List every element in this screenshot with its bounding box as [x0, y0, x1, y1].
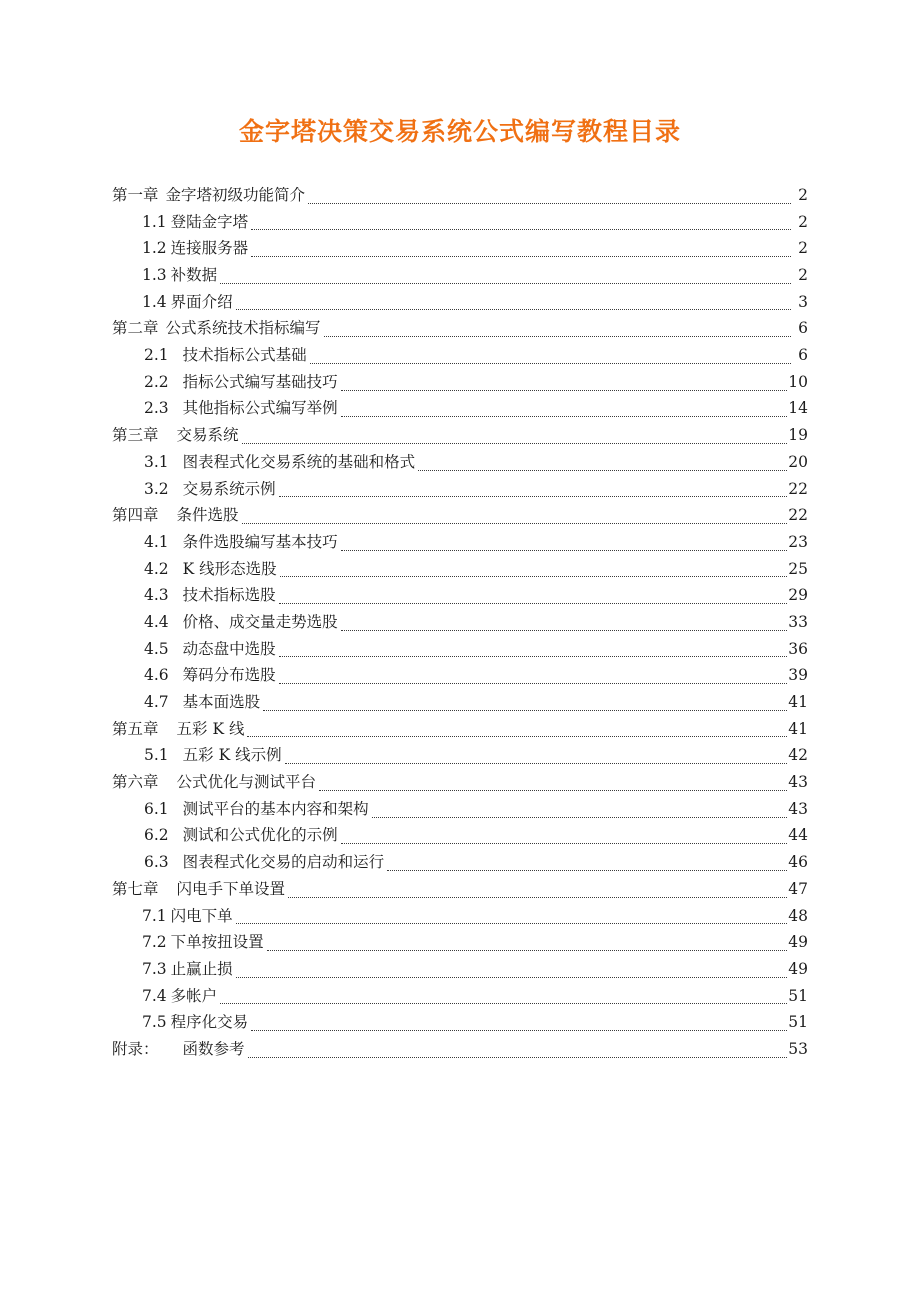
toc-entry-label: 五彩 K 线示例	[182, 746, 282, 765]
toc-entry-page-number: 23	[788, 532, 808, 551]
toc-entry[interactable]	[112, 369, 808, 396]
toc-entry[interactable]	[112, 422, 808, 449]
toc-entry-page-number: 25	[788, 559, 808, 578]
toc-entry-label: 下单按扭设置	[170, 933, 264, 952]
toc-dot-leader	[285, 742, 788, 769]
toc-entry-number: 6.1	[144, 799, 169, 818]
toc-entry[interactable]	[112, 636, 808, 663]
toc-entry-page-number: 47	[788, 879, 808, 898]
toc-entry-label: 技术指标公式基础	[182, 346, 307, 365]
toc-entry-number: 7.3	[142, 959, 167, 978]
toc-entry-number: 4.5	[144, 639, 169, 658]
toc-entry-number: 第六章	[112, 773, 159, 792]
toc-entry[interactable]	[112, 1009, 808, 1036]
toc-entry[interactable]	[112, 262, 808, 289]
toc-dot-leader	[324, 315, 791, 342]
toc-entry-page-number: 29	[788, 586, 808, 605]
toc-entry-label: 程序化交易	[170, 1013, 249, 1032]
toc-entry-page-number: 6	[798, 346, 808, 365]
toc-entry[interactable]	[112, 929, 808, 956]
toc-dot-leader	[308, 182, 791, 209]
toc-entry[interactable]	[112, 903, 808, 930]
table-of-contents	[0, 182, 920, 1063]
toc-entry-label: 交易系统	[176, 426, 239, 445]
toc-entry-label: 技术指标选股	[182, 586, 276, 605]
toc-entry[interactable]	[112, 529, 808, 556]
toc-entry-label: K 线形态选股	[182, 559, 277, 578]
toc-entry-label: 公式系统技术指标编写	[165, 319, 321, 338]
toc-dot-leader	[387, 849, 787, 876]
toc-entry-number: 4.3	[144, 586, 169, 605]
toc-entry-page-number: 46	[788, 853, 808, 872]
toc-dot-leader	[279, 582, 788, 609]
toc-dot-leader	[251, 235, 791, 262]
toc-dot-leader	[242, 422, 788, 449]
toc-entry-number: 3.1	[144, 452, 169, 471]
toc-entry-number: 附录：	[112, 1039, 159, 1058]
toc-entry-page-number: 44	[788, 826, 808, 845]
toc-entry-label: 函数参考	[182, 1039, 245, 1058]
toc-entry-label: 其他指标公式编写举例	[182, 399, 338, 418]
toc-entry[interactable]	[112, 956, 808, 983]
toc-entry-page-number: 36	[788, 639, 808, 658]
toc-entry-page-number: 33	[788, 612, 808, 631]
toc-entry-number: 第七章	[112, 879, 159, 898]
toc-entry-number: 1.3	[142, 266, 167, 285]
toc-entry-page-number: 22	[788, 506, 808, 525]
toc-entry-label: 公式优化与测试平台	[176, 773, 317, 792]
toc-entry[interactable]	[112, 876, 808, 903]
toc-entry-number: 第五章	[112, 719, 159, 738]
toc-entry-label: 补数据	[170, 266, 218, 285]
toc-entry-number: 2.1	[144, 346, 169, 365]
toc-entry-number: 6.3	[144, 853, 169, 872]
toc-entry-number: 7.4	[142, 986, 167, 1005]
toc-entry-label: 价格、成交量走势选股	[182, 612, 338, 631]
toc-entry-number: 4.4	[144, 612, 169, 631]
toc-dot-leader	[341, 396, 788, 423]
toc-entry-number: 4.7	[144, 693, 169, 712]
toc-entry[interactable]	[112, 182, 808, 209]
toc-entry[interactable]	[112, 823, 808, 850]
toc-entry-number: 5.1	[144, 746, 169, 765]
toc-dot-leader	[263, 689, 787, 716]
toc-entry-number: 4.1	[144, 532, 169, 551]
toc-entry[interactable]	[112, 556, 808, 583]
toc-entry-page-number: 41	[788, 693, 808, 712]
page-title: 金字塔决策交易系统公式编写教程目录	[238, 117, 681, 146]
toc-entry-number: 3.2	[144, 479, 169, 498]
toc-entry-page-number: 51	[788, 986, 808, 1005]
toc-entry[interactable]	[112, 1036, 808, 1063]
toc-entry[interactable]	[112, 289, 808, 316]
toc-entry-page-number: 2	[798, 266, 808, 285]
toc-dot-leader	[220, 983, 787, 1010]
toc-entry-label: 图表程式化交易的启动和运行	[182, 853, 385, 872]
toc-entry-number: 第二章	[112, 319, 159, 338]
toc-entry[interactable]	[112, 502, 808, 529]
toc-entry-page-number: 51	[788, 1013, 808, 1032]
toc-entry-page-number: 2	[798, 239, 808, 258]
toc-entry[interactable]	[112, 582, 808, 609]
toc-entry-page-number: 43	[788, 799, 808, 818]
toc-entry-number: 1.2	[142, 239, 167, 258]
toc-entry-page-number: 53	[788, 1039, 808, 1058]
toc-entry-page-number: 43	[788, 773, 808, 792]
toc-entry-label: 闪电手下单设置	[176, 879, 286, 898]
toc-entry-label: 图表程式化交易系统的基础和格式	[182, 452, 416, 471]
toc-entry[interactable]	[112, 342, 808, 369]
toc-entry[interactable]	[112, 662, 808, 689]
toc-entry-page-number: 19	[788, 426, 808, 445]
toc-entry-page-number: 42	[788, 746, 808, 765]
toc-entry-page-number: 3	[798, 292, 808, 311]
toc-dot-leader	[319, 769, 787, 796]
toc-entry-number: 7.5	[142, 1013, 167, 1032]
toc-entry-number: 7.2	[142, 933, 167, 952]
toc-entry[interactable]	[112, 449, 808, 476]
toc-entry-label: 多帐户	[170, 986, 218, 1005]
toc-dot-leader	[372, 796, 788, 823]
toc-entry-page-number: 20	[788, 452, 808, 471]
toc-entry-label: 测试平台的基本内容和架构	[182, 799, 369, 818]
toc-dot-leader	[418, 449, 787, 476]
toc-dot-leader	[251, 1009, 787, 1036]
toc-dot-leader	[267, 929, 788, 956]
toc-entry-label: 筹码分布选股	[182, 666, 276, 685]
toc-entry-label: 五彩 K 线	[176, 719, 245, 738]
toc-dot-leader	[341, 529, 788, 556]
toc-entry-label: 界面介绍	[170, 292, 233, 311]
toc-entry-number: 第三章	[112, 426, 159, 445]
toc-entry[interactable]	[112, 609, 808, 636]
toc-entry[interactable]	[112, 983, 808, 1010]
toc-entry-label: 止赢止损	[170, 959, 233, 978]
toc-entry-number: 4.2	[144, 559, 169, 578]
toc-entry-label: 登陆金字塔	[170, 212, 249, 231]
toc-entry[interactable]	[112, 849, 808, 876]
toc-entry-number: 1.1	[142, 212, 167, 231]
toc-entry-label: 测试和公式优化的示例	[182, 826, 338, 845]
toc-entry-number: 2.3	[144, 399, 169, 418]
toc-entry-label: 指标公式编写基础技巧	[182, 372, 338, 391]
toc-dot-leader	[251, 209, 791, 236]
toc-entry-page-number: 14	[788, 399, 808, 418]
toc-entry-page-number: 2	[798, 185, 808, 204]
toc-entry-page-number: 10	[788, 372, 808, 391]
toc-dot-leader	[236, 956, 788, 983]
toc-entry[interactable]	[112, 769, 808, 796]
toc-dot-leader	[341, 823, 788, 850]
toc-entry-number: 2.2	[144, 372, 169, 391]
toc-dot-leader	[341, 609, 788, 636]
toc-dot-leader	[288, 876, 787, 903]
toc-entry-number: 1.4	[142, 292, 167, 311]
toc-entry[interactable]	[112, 209, 808, 236]
toc-entry[interactable]	[112, 396, 808, 423]
toc-entry-page-number: 6	[798, 319, 808, 338]
toc-entry-label: 基本面选股	[182, 693, 261, 712]
toc-entry[interactable]	[112, 689, 808, 716]
toc-dot-leader	[247, 716, 787, 743]
toc-entry[interactable]	[112, 742, 808, 769]
toc-entry[interactable]	[112, 716, 808, 743]
toc-entry-number: 7.1	[142, 906, 167, 925]
toc-entry-page-number: 49	[788, 933, 808, 952]
toc-entry-number: 第四章	[112, 506, 159, 525]
toc-dot-leader	[236, 903, 788, 930]
toc-entry-page-number: 49	[788, 959, 808, 978]
toc-dot-leader	[341, 369, 788, 396]
toc-entry-page-number: 39	[788, 666, 808, 685]
toc-dot-leader	[236, 289, 791, 316]
toc-dot-leader	[279, 636, 788, 663]
toc-entry[interactable]	[112, 796, 808, 823]
toc-entry[interactable]	[112, 476, 808, 503]
toc-entry-label: 条件选股编写基本技巧	[182, 532, 338, 551]
toc-dot-leader	[248, 1036, 788, 1063]
toc-entry-page-number: 2	[798, 212, 808, 231]
toc-entry-page-number: 22	[788, 479, 808, 498]
toc-entry-number: 6.2	[144, 826, 169, 845]
toc-entry-number: 第一章	[112, 185, 159, 204]
toc-entry-label: 交易系统示例	[182, 479, 276, 498]
toc-dot-leader	[279, 662, 788, 689]
toc-dot-leader	[279, 476, 788, 503]
toc-dot-leader	[280, 556, 788, 583]
toc-entry-number: 4.6	[144, 666, 169, 685]
toc-entry-page-number: 48	[788, 906, 808, 925]
toc-entry[interactable]	[112, 315, 808, 342]
toc-dot-leader	[242, 502, 788, 529]
toc-entry-label: 条件选股	[176, 506, 239, 525]
toc-dot-leader	[310, 342, 791, 369]
toc-entry-label: 动态盘中选股	[182, 639, 276, 658]
toc-dot-leader	[220, 262, 791, 289]
toc-entry-label: 闪电下单	[170, 906, 233, 925]
toc-entry-label: 金字塔初级功能简介	[165, 185, 306, 204]
toc-entry-label: 连接服务器	[170, 239, 249, 258]
toc-entry-page-number: 41	[788, 719, 808, 738]
toc-entry[interactable]	[112, 235, 808, 262]
